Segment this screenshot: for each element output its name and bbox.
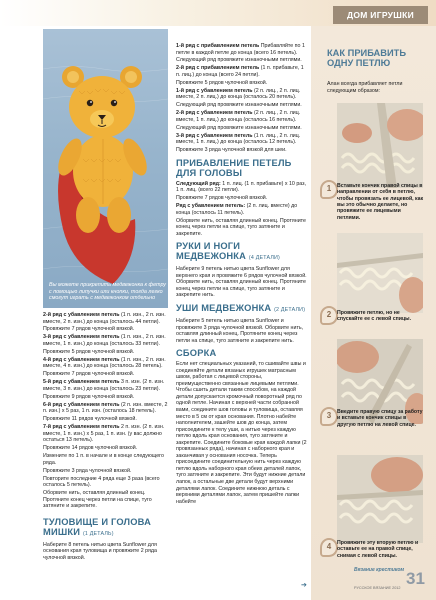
arms-text: Наберите 9 петель нитью цвета Sunflower для верхнего края и провяжите 6 рядов чулочной вязкой. Оборвите нить, оставляя длинный конец. Протяните конец через петли на спице, туго затяните и закрепите нить. — [176, 266, 307, 299]
arms-title-text: РУКИ И НОГИ МЕДВЕЖОНКА — [176, 241, 247, 262]
left-paragraphs — [43, 312, 171, 510]
column-mid — [176, 43, 307, 507]
left-paragraph: Провяжите 7 рядов чулочной вязкой. — [43, 371, 135, 378]
left-paragraph: 7-й ряд с убавлением петель 2 п. изн. (2 п. изн. вместе, 1 п. изн.) х 5 раз, 1 п. изн. (у вас должно остаться 13 петель). — [43, 424, 165, 444]
step-4-photo — [337, 455, 423, 543]
mid-paragraph: Провяжите 3 ряда чулочной вязкой для шеи. — [176, 147, 287, 154]
torso-title-text: ТУЛОВИЩЕ И ГОЛОВА МИШКИ — [43, 516, 152, 537]
torso-text: Наберите 8 петель нитью цвета Sunflower для основания края туловища и провяжите 2 ряда чулочной вязкой. — [43, 541, 157, 561]
left-paragraph: Измените по 1 п. в начале и в конце следующего ряда. — [43, 453, 164, 466]
assembly-text: Если нет специальных указаний, то сшивайте швы и соединяйте детали вязаных игрушек матрасным швом, работая с лицевой стороны, преимущественно связанные лицевыми петлями. Чтобы сшить детали таким способом, на каждой детали допускается кромочный поворотный ряд по одной петле. Начиная с верхней части собранной вами, соедините шов головы и туловища, оставляя место в 5 см от края основания. Плотно набейте наполнителем, зашейте шов до конца, затем присоедините к телу уши, а нитью через каждую петлю вдоль края основания, туго затяните и закрепите. Соедините боковые края каждой лапки (2 провязанных ряда), начиная с наборного края и заканчивая у основания носочка. Теперь присоедините соединительную нить через каждую петлю вдоль наборного края обеих деталей лапок, туго затяните и закрепите. Эти будут нижние детали лапок, а остальные две детали будут верхними деталями лапок. Соедините нижнюю деталь с верхними деталями лапок, затем пришейте лапки набейте — [176, 361, 307, 505]
sidebar-intro: Алан всегда прибавляет петли следующим образом: — [327, 81, 403, 94]
step-2-badge: 2 — [320, 306, 338, 325]
mid-paragraph: Следующий ряд провяжите изнаночными петлями. — [176, 102, 302, 109]
head-paragraph: Оборвите нить, оставляя длинный конец. Протяните конец через петли на спице, туго затяните и закрепите. — [176, 217, 306, 237]
head-title: ПРИБАВЛЕНИЕ ПЕТЕЛЬ ДЛЯ ГОЛОВЫ — [176, 157, 292, 178]
arms-title — [176, 241, 307, 263]
mid-paragraphs — [176, 43, 307, 154]
left-paragraph: Провяжите 5 рядов чулочной вязкой. — [43, 348, 135, 355]
step-1-photo — [337, 103, 423, 188]
bear-photo — [43, 29, 168, 308]
step-1-text: Вставьте кончик правой спицы в направлении от себя в петлю, чтобы провязать ее лицевой, как вы это обычно делаете, но провяжите ее лицевыми петлями. — [337, 183, 424, 221]
left-paragraph: Повторите последние 4 ряда еще 3 раза (всего осталось 5 петель). — [43, 475, 160, 489]
mid-paragraph: 3-й ряд с убавлением петель (1 п. лиц., 2 п. лиц. вместе, 1 п. лиц.) до конца (осталось 12 петель). — [176, 132, 301, 146]
step-4-badge: 4 — [320, 538, 338, 557]
page-number: 31 — [406, 569, 425, 588]
assembly-title: СБОРКА — [176, 348, 217, 359]
left-paragraph: Провяжите 3 ряда чулочной вязкой. — [43, 467, 132, 474]
section-label: ДОМ ИГРУШКИ — [333, 6, 428, 24]
mid-paragraph: Провяжите 5 рядов чулочной вязкой. — [176, 79, 268, 86]
mid-paragraph: 2-й ряд с убавлением петель (2 п. лиц., 2 п. лиц. вместе, 1 п. лиц.) до конца (осталось 16 петель). — [176, 110, 301, 123]
left-paragraph: Провяжите 11 рядов чулочной вязкой. — [43, 416, 137, 423]
left-paragraph: Провяжите 9 рядов чулочной вязкой. — [43, 393, 135, 400]
step-3-text: Введите правую спицу за работу и вставьте кончик спицы в другую петлю на левой спице. — [337, 409, 423, 428]
mid-paragraph: Следующий ряд провяжите изнаночными петлями. — [176, 57, 302, 64]
step-2-text: Провяжите петлю, но не спускайте ее с левой спицы. — [337, 310, 412, 323]
torso-title — [43, 517, 171, 539]
left-paragraph: 6-й ряд с убавлением петель (2 п. изн. вместе, 2 п. изн.) х 5 раз, 1 п. изн. (осталось 18 петель). — [43, 401, 168, 415]
head-paragraph: Следующий ряд: 1 п. лиц. (1 п. прибавьте) х 10 раз, 1 п. лиц. (всего 22 петли). — [176, 180, 307, 194]
issue-label: РУССКОЕ ВЯЗАНИЕ 2012 — [354, 586, 401, 590]
step-1-badge: 1 — [320, 180, 338, 199]
mid-paragraph: Следующий ряд провяжите изнаночными петлями. — [176, 124, 302, 131]
photo-caption: Вы можете прикрепить медвежонка к фетру с помощью липучки или кнопки, тогда легко смогут играть с медвежонком отдельно — [49, 282, 167, 301]
mid-paragraph: 1-й ряд с прибавлением петель Прибавляйте по 1 петле в каждой петле до конца (всего 16 петель). — [176, 43, 305, 56]
torso-subtitle: (1 ДЕТАЛЬ) — [82, 530, 114, 537]
step-3-badge: 3 — [320, 407, 338, 426]
step-2-photo — [337, 233, 423, 313]
head-paragraphs — [176, 181, 307, 238]
mid-paragraph: 2-й ряд с прибавлением петель (1 п. прибавьте, 1 п. лиц.) до конца (всего 24 петли). — [176, 65, 304, 78]
ears-subtitle: (2 ДЕТАЛИ) — [274, 307, 306, 313]
head-paragraph: Ряд с убавлением петель: (2 п. лиц. вместе) до конца (осталось 11 петель). — [176, 203, 298, 216]
left-paragraph: 4-й ряд с убавлением петель (1 п. изн., 2 п. изн. вместе, 4 п. изн.) до конца (осталось 28 петель). — [43, 356, 166, 370]
mid-paragraph: 1-й ряд с убавлением петель (2 п. лиц., 2 п. лиц. вместе, 2 п. лиц.) до конца (осталось 20 петель). — [176, 87, 301, 101]
arms-subtitle: (4 ДЕТАЛИ) — [248, 255, 280, 262]
magazine-logo: Вязание крестиком — [354, 567, 405, 573]
column-left — [43, 312, 171, 563]
ears-text: Наберите 5 петель нитью цвета Sunflower и провяжите 3 ряда чулочной вязкой. Оборвите нить, оставляя длинный конец. Протяните конец через петли на спице, туго затяните и закрепите нить. — [176, 318, 304, 344]
ears-title — [176, 303, 307, 315]
sidebar-title: КАК ПРИБАВИТЬ ОДНУ ПЕТЛЮ — [327, 48, 407, 68]
left-paragraph: Провяжите 7 рядов чулочной вязкой. — [43, 326, 135, 333]
ears-title-text: УШИ МЕДВЕЖОНКА — [176, 303, 272, 313]
left-paragraph: 5-й ряд с убавлением петель 3 п. изн. (2 п. изн. вместе, 3 п. изн.) до конца (осталось 23 петли). — [43, 379, 165, 392]
left-paragraph: Провяжите 14 рядов чулочной вязкой. — [43, 445, 138, 452]
head-paragraph: Провяжите 7 рядов чулочной вязкой. — [176, 195, 268, 202]
step-4-text: Провяжите эту вторую петлю и оставьте ее на правой спице, снимая с левой спицы. — [337, 540, 419, 559]
continue-arrow-icon: ➔ — [301, 582, 307, 589]
left-paragraph: 3-й ряд с убавлением петель (1 п. изн., 2 п. изн. вместе, 1 п. изн.) до конца (осталось 33 петли). — [43, 334, 166, 347]
left-paragraph: 2-й ряд с убавлением петель (1 п. изн., 2 п. изн. вместе, 2 п. изн.) до конца (осталось 44 петли). — [43, 312, 166, 325]
left-paragraph: Оборвите нить, оставляя длинный конец. Протяните конец через петли на спице, туго затяните и закрепите. — [43, 489, 152, 510]
